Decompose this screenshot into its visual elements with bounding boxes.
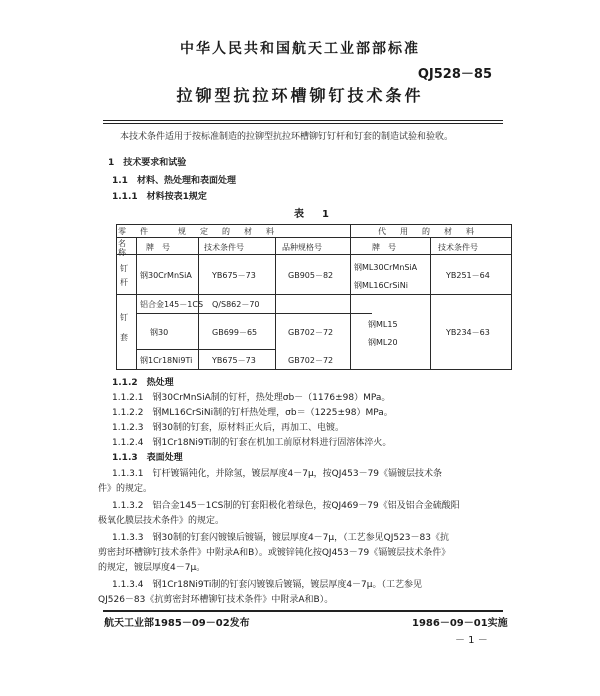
table-cell: YB251－64 [446,271,490,280]
col-group-parts: 零 件 [118,227,151,236]
table-cell: YB675－73 [212,271,256,280]
table-cell: YB234－63 [446,328,490,337]
table-cell: GB699－65 [212,328,258,337]
issuing-organization: 中华人民共和国航天工业部部标准 [180,41,420,57]
clause-1-1-2-3: 1.1.2.3 钢30制的钉套，原材料正火后，再加工、电镀。 [112,423,344,433]
table-cell: GB905－82 [288,271,334,280]
effective-date: 1986－09－01实施 [412,618,508,629]
table-cell: GB702－72 [288,356,334,365]
col-group-allowed: 代 用 的 材 料 [378,227,477,236]
clause-1-1-2-1: 1.1.2.1 钢30CrMnSiA制的钉杆，热处理σb－（1176±98）MPa。 [112,393,391,403]
part-name-rivet-pin: 钉杆 [120,264,128,287]
table-cell: 钢1Cr18Ni9Ti [140,356,193,365]
clause-1-1-2-4: 1.1.2.4 钢1Cr18Ni9Ti制的钉套在机加工前原材料进行固溶体淬火。 [112,438,392,448]
table-cell: YB675－73 [212,356,256,365]
clause-1-1-3-4-cont: QJ526－83《抗剪密封环槽铆钉技术条件》中附录A和B）。 [98,595,334,605]
table-caption: 表 1 [294,209,333,220]
issue-date: 航天工业部1985－09－02发布 [104,618,250,629]
surface-treatment-heading: 1.1.3 表面处理 [112,453,183,463]
section-1-1-1-heading: 1.1.1 材料按表1规定 [112,192,207,202]
table-cell: 钢ML15 [368,320,398,329]
part-name-collar: 钉套 [120,313,128,342]
table-cell: Q/S862－70 [212,300,260,309]
clause-1-1-3-4: 1.1.3.4 钢1Cr18Ni9Ti制的钉套闪镀镍后镀镉，镀层厚度4－7μ。（工艺参见 [112,580,423,590]
clause-1-1-2-2: 1.1.2.2 钢ML16CrSiNi制的钉杆热处理，σb＝（1225±98）MPa。 [112,408,393,418]
heat-treatment-heading: 1.1.2 热处理 [112,378,174,388]
col-header-size: 品种规格号 [282,243,322,252]
clause-1-1-3-3-cont: 剪密封环槽铆钉技术条件》中附录A和B）。或镀锌钝化按QJ453－79《镉镀层技术条件》 [98,548,451,558]
table-cell: 钢30CrMnSiA [140,271,192,280]
page-number: － 1 － [455,635,488,646]
col-header-part: 名 称 [118,239,134,257]
intro-paragraph: 本技术条件适用于按标准制造的拉铆型抗拉环槽铆钉钉杆和钉套的制造试验和验收。 [120,132,454,142]
section-1-heading: 1 技术要求和试验 [108,158,187,168]
table-cell: 铝合金145－1CS [140,300,204,309]
clause-1-1-3-3-cont-2: 的规定，镀层厚度4－7μ。 [98,563,206,573]
standard-number: QJ528－85 [417,67,492,82]
clause-1-1-3-1-cont: 件》的规定。 [98,484,153,494]
col-group-regulated: 规 定 的 材 料 [178,227,277,236]
table-cell: 钢30 [150,328,169,337]
materials-table [116,224,512,370]
table-cell: 钢ML20 [368,338,398,347]
col-header-alt-spec: 技术条件号 [438,243,478,252]
col-header-alt-grade: 牌 号 [372,243,396,252]
header-divider [103,120,503,121]
clause-1-1-3-3: 1.1.3.3 钢30制的钉套闪镀镍后镀镉，镀层厚度4－7μ，（工艺参见QJ523－83《抗 [112,533,449,543]
header-divider-2 [103,123,503,124]
footer-divider [103,610,503,612]
clause-1-1-3-2: 1.1.3.2 铝合金145－1CS制的钉套阳极化着绿色，按QJ469－79《铝及铝合金硫酸阳 [112,501,460,511]
table-cell: 钢ML16CrSiNi [354,281,408,290]
col-header-spec: 技术条件号 [204,243,244,252]
section-1-1-heading: 1.1 材料、热处理和表面处理 [112,176,236,186]
clause-1-1-3-1: 1.1.3.1 钉杆镀镉钝化，并除氢，镀层厚度4－7μ，按QJ453－79《镉镀层技术条 [112,469,443,479]
document-title: 拉铆型抗拉环槽铆钉技术条件 [176,86,424,105]
clause-1-1-3-2-cont: 极氧化膜层技术条件》的规定。 [98,516,225,526]
col-header-grade: 牌 号 [146,243,170,252]
table-cell: GB702－72 [288,328,334,337]
table-cell: 钢ML30CrMnSiA [354,263,418,272]
